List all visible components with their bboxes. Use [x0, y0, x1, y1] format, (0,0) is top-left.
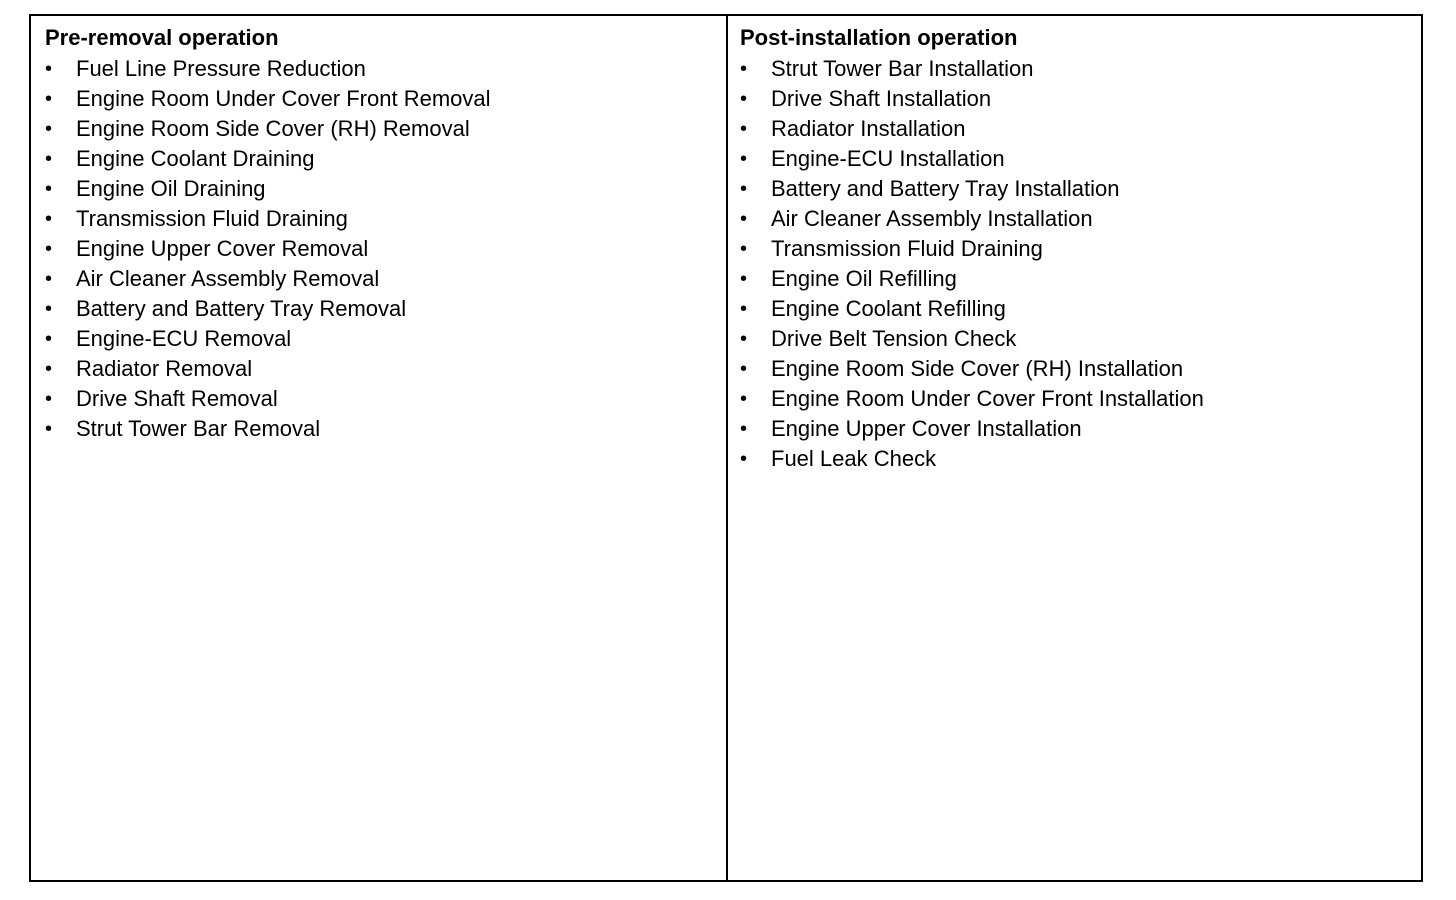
list-item-label: Battery and Battery Tray Installation: [771, 176, 1120, 201]
list-item: [740, 444, 1421, 474]
bullet-icon: [45, 294, 76, 324]
list-item: [45, 174, 726, 204]
list-item-label: Strut Tower Bar Installation: [771, 56, 1034, 81]
pre-removal-heading: Pre-removal operation: [45, 25, 279, 50]
list-item: [740, 234, 1421, 264]
list-item: [740, 174, 1421, 204]
list-item: [740, 384, 1421, 414]
list-item: [45, 324, 726, 354]
bullet-icon: [45, 414, 76, 444]
list-item: [45, 114, 726, 144]
list-item-label: Fuel Leak Check: [771, 446, 937, 471]
list-item-label: Air Cleaner Assembly Installation: [771, 206, 1093, 231]
post-installation-heading: Post-installation operation: [740, 25, 1018, 50]
bullet-icon: [740, 204, 771, 234]
list-item: [740, 324, 1421, 354]
list-item-label: Engine Coolant Refilling: [771, 296, 1006, 321]
list-item-label: Engine Room Side Cover (RH) Installation: [771, 356, 1184, 381]
list-item-label: Engine Coolant Draining: [76, 146, 315, 171]
list-item: [45, 234, 726, 264]
list-item-label: Engine Room Under Cover Front Removal: [76, 86, 491, 111]
list-item-label: Drive Belt Tension Check: [771, 326, 1017, 351]
pre-removal-list: [45, 54, 726, 444]
list-item-label: Engine Upper Cover Installation: [771, 416, 1082, 441]
post-installation-list: [740, 54, 1421, 474]
list-item: [740, 54, 1421, 84]
list-item-label: Radiator Installation: [771, 116, 966, 141]
list-item-label: Transmission Fluid Draining: [76, 206, 348, 231]
list-item-label: Strut Tower Bar Removal: [76, 416, 321, 441]
pre-removal-column: [31, 16, 728, 880]
list-item: [740, 114, 1421, 144]
list-item: [45, 294, 726, 324]
list-item: [740, 84, 1421, 114]
list-item-label: Engine Room Under Cover Front Installation: [771, 386, 1204, 411]
list-item-label: Transmission Fluid Draining: [771, 236, 1043, 261]
list-item: [740, 354, 1421, 384]
list-item: [45, 354, 726, 384]
list-item-label: Engine-ECU Removal: [76, 326, 292, 351]
bullet-icon: [45, 114, 76, 144]
bullet-icon: [740, 234, 771, 264]
bullet-icon: [740, 324, 771, 354]
bullet-icon: [740, 264, 771, 294]
bullet-icon: [45, 144, 76, 174]
list-item-label: Battery and Battery Tray Removal: [76, 296, 407, 321]
list-item-label: Engine Oil Refilling: [771, 266, 957, 291]
bullet-icon: [45, 234, 76, 264]
bullet-icon: [45, 204, 76, 234]
list-item-label: Drive Shaft Removal: [76, 386, 278, 411]
list-item: [45, 54, 726, 84]
list-item-label: Engine-ECU Installation: [771, 146, 1005, 171]
bullet-icon: [45, 354, 76, 384]
bullet-icon: [45, 174, 76, 204]
list-item: [740, 414, 1421, 444]
bullet-icon: [45, 54, 76, 84]
bullet-icon: [740, 414, 771, 444]
list-item-label: Engine Upper Cover Removal: [76, 236, 369, 261]
list-item: [740, 144, 1421, 174]
bullet-icon: [740, 144, 771, 174]
bullet-icon: [45, 264, 76, 294]
list-item: [45, 84, 726, 114]
bullet-icon: [740, 294, 771, 324]
list-item-label: Radiator Removal: [76, 356, 253, 381]
bullet-icon: [740, 174, 771, 204]
post-installation-column: [728, 16, 1421, 880]
bullet-icon: [740, 384, 771, 414]
list-item: [45, 384, 726, 414]
bullet-icon: [740, 54, 771, 84]
list-item-label: Engine Room Side Cover (RH) Removal: [76, 116, 470, 141]
bullet-icon: [45, 324, 76, 354]
list-item: [45, 264, 726, 294]
bullet-icon: [45, 384, 76, 414]
list-item-label: Fuel Line Pressure Reduction: [76, 56, 366, 81]
list-item-label: Engine Oil Draining: [76, 176, 266, 201]
list-item: [45, 144, 726, 174]
list-item: [740, 294, 1421, 324]
list-item-label: Drive Shaft Installation: [771, 86, 992, 111]
list-item-label: Air Cleaner Assembly Removal: [76, 266, 380, 291]
bullet-icon: [740, 84, 771, 114]
list-item: [740, 264, 1421, 294]
bullet-icon: [45, 84, 76, 114]
list-item: [740, 204, 1421, 234]
bullet-icon: [740, 114, 771, 144]
operations-table: [29, 14, 1423, 882]
bullet-icon: [740, 354, 771, 384]
list-item: [45, 414, 726, 444]
bullet-icon: [740, 444, 771, 474]
list-item: [45, 204, 726, 234]
